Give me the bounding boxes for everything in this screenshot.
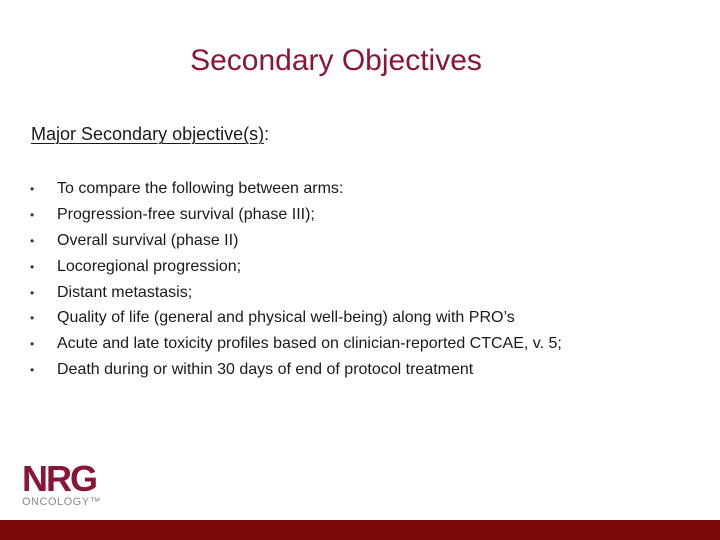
- bullet-icon: •: [30, 233, 35, 248]
- bullet-icon: •: [30, 259, 35, 274]
- nrg-oncology-logo: [22, 458, 102, 508]
- list-item: [27, 228, 562, 254]
- bullet-icon: •: [30, 337, 35, 352]
- list-item: [27, 357, 562, 383]
- list-item-text: Overall survival (phase II): [57, 231, 239, 249]
- list-item: [27, 305, 562, 331]
- list-item-text: To compare the following between arms:: [57, 179, 344, 197]
- list-item: [27, 254, 562, 280]
- footer-bar: [0, 520, 720, 540]
- bullet-icon: •: [30, 285, 35, 300]
- subheading-colon: :: [264, 124, 270, 144]
- list-item-text: Quality of life (general and physical well-being) along with PRO’s: [57, 309, 515, 327]
- list-item-text: Acute and late toxicity profiles based on clinician-reported CTCAE, v. 5;: [57, 335, 562, 353]
- bullet-icon: •: [30, 311, 35, 326]
- bullet-icon: •: [30, 181, 35, 196]
- list-item: [27, 176, 562, 202]
- logo-subtitle: ONCOLOGY™: [22, 496, 102, 508]
- list-item: [27, 331, 562, 357]
- list-item-text: Death during or within 30 days of end of protocol treatment: [57, 361, 474, 379]
- logo-wordmark: NRG: [22, 458, 96, 499]
- list-item: [27, 280, 562, 306]
- subheading-label: Major Secondary objective(s): [31, 124, 265, 144]
- section-subheading: [31, 124, 269, 145]
- slide-title: Secondary Objectives: [190, 44, 482, 77]
- bullet-icon: •: [30, 207, 35, 222]
- list-item-text: Distant metastasis;: [57, 283, 193, 301]
- objectives-list: [27, 176, 562, 383]
- bullet-icon: •: [30, 363, 35, 378]
- list-item: [27, 202, 562, 228]
- list-item-text: Progression-free survival (phase III);: [57, 205, 315, 223]
- list-item-text: Locoregional progression;: [57, 257, 242, 275]
